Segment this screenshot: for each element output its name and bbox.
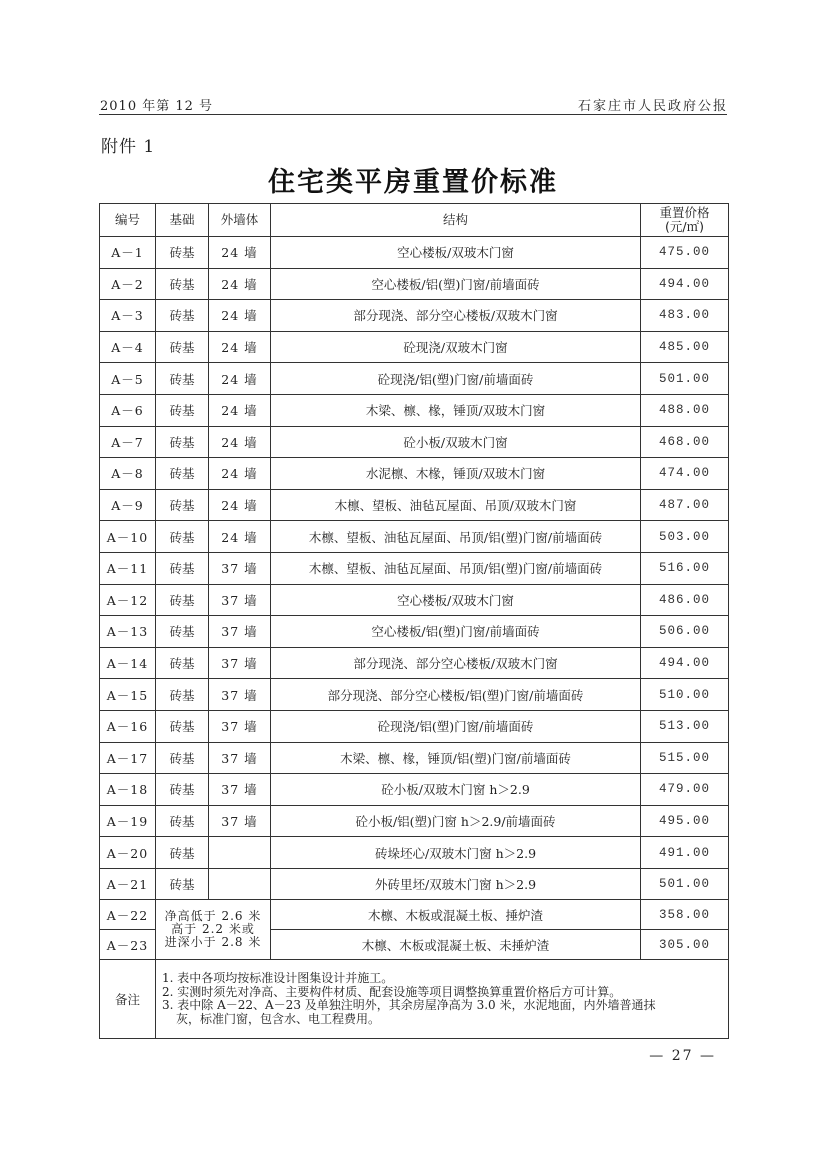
- cell-base: 砖基: [156, 363, 209, 395]
- cell-base: 砖基: [156, 331, 209, 363]
- header-rule: [99, 114, 727, 115]
- page-number: — 27 —: [649, 1048, 716, 1064]
- col-header-price: [641, 204, 729, 237]
- table-row: [100, 331, 729, 363]
- table-row: [100, 710, 729, 742]
- cell-base: 砖基: [156, 647, 209, 679]
- table-row: [100, 552, 729, 584]
- cell-code: A－2: [100, 268, 156, 300]
- cell-base: 砖基: [156, 394, 209, 426]
- table-row: [100, 458, 729, 490]
- cell-base: 砖基: [156, 521, 209, 553]
- cell-price: 488.00: [641, 394, 729, 426]
- cell-wall: 24 墙: [209, 363, 271, 395]
- cell-code: A－15: [100, 679, 156, 711]
- cell-base: 砖基: [156, 268, 209, 300]
- cell-price: 515.00: [641, 742, 729, 774]
- cell-wall: 37 墙: [209, 584, 271, 616]
- cell-structure: 木檩、木板或混凝土板、捶炉渣: [271, 900, 641, 930]
- cell-price: 501.00: [641, 868, 729, 900]
- cell-base: 砖基: [156, 300, 209, 332]
- table-row: [100, 426, 729, 458]
- cell-price: 305.00: [641, 930, 729, 960]
- cell-code: A－11: [100, 552, 156, 584]
- col-header-price-label: 重置价格: [659, 205, 710, 220]
- cell-code: A－4: [100, 331, 156, 363]
- cell-code: A－3: [100, 300, 156, 332]
- cell-code: A－6: [100, 394, 156, 426]
- cell-price: 494.00: [641, 647, 729, 679]
- cell-structure: 木檩、望板、油毡瓦屋面、吊顶/铝(塑)门窗/前墙面砖: [271, 552, 641, 584]
- cell-structure: 砼现浇/铝(塑)门窗/前墙面砖: [271, 363, 641, 395]
- cell-base: 砖基: [156, 552, 209, 584]
- notes-label: 备注: [100, 960, 156, 1039]
- cell-price: 486.00: [641, 584, 729, 616]
- cell-base: 砖基: [156, 584, 209, 616]
- cell-code: A－14: [100, 647, 156, 679]
- table-row: [100, 679, 729, 711]
- cell-wall: 24 墙: [209, 521, 271, 553]
- attachment-label: 附件 1: [101, 137, 156, 157]
- cell-base: 砖基: [156, 616, 209, 648]
- cell-structure: 木檩、木板或混凝土板、未捶炉渣: [271, 930, 641, 960]
- table-row: [100, 868, 729, 900]
- cell-price: 358.00: [641, 900, 729, 930]
- cell-price: 474.00: [641, 458, 729, 490]
- cell-code: A－22: [100, 900, 156, 930]
- cell-wall: 24 墙: [209, 489, 271, 521]
- cell-structure: 砼现浇/铝(塑)门窗/前墙面砖: [271, 710, 641, 742]
- cell-base: 砖基: [156, 868, 209, 900]
- cell-base: 砖基: [156, 489, 209, 521]
- cell-code: A－19: [100, 805, 156, 837]
- cell-code: A－9: [100, 489, 156, 521]
- cell-price: 468.00: [641, 426, 729, 458]
- cell-structure: 砼小板/双玻木门窗: [271, 426, 641, 458]
- cell-wall: 37 墙: [209, 774, 271, 806]
- table-row: [100, 774, 729, 806]
- cell-structure: 空心楼板/铝(塑)门窗/前墙面砖: [271, 268, 641, 300]
- cell-base: 砖基: [156, 710, 209, 742]
- cell-wall: 24 墙: [209, 458, 271, 490]
- journal-title: 石家庄市人民政府公报: [577, 99, 728, 114]
- cell-code: A－7: [100, 426, 156, 458]
- condition-line: 高于 2.2 米或: [171, 922, 255, 937]
- cell-wall: 37 墙: [209, 710, 271, 742]
- cell-structure: 部分现浇、部分空心楼板/铝(塑)门窗/前墙面砖: [271, 679, 641, 711]
- cell-structure: 砼小板/铝(塑)门窗 h＞2.9/前墙面砖: [271, 805, 641, 837]
- cell-wall: [209, 837, 271, 869]
- cell-code: A－17: [100, 742, 156, 774]
- cell-structure: 部分现浇、部分空心楼板/双玻木门窗: [271, 300, 641, 332]
- cell-wall: [209, 868, 271, 900]
- cell-wall: 24 墙: [209, 394, 271, 426]
- cell-structure: 木檩、望板、油毡瓦屋面、吊顶/铝(塑)门窗/前墙面砖: [271, 521, 641, 553]
- note-item: 3. 表中除 A－22、A－23 及单独注明外，其余房屋净高为 3.0 米，水泥地面，内外墙普通抹: [162, 998, 656, 1013]
- table-row: [100, 300, 729, 332]
- cell-structure: 水泥檩、木椽，锤顶/双玻木门窗: [271, 458, 641, 490]
- table-row: [100, 521, 729, 553]
- cell-code: A－1: [100, 237, 156, 269]
- cell-base: 砖基: [156, 774, 209, 806]
- cell-price: 503.00: [641, 521, 729, 553]
- cell-structure: 空心楼板/铝(塑)门窗/前墙面砖: [271, 616, 641, 648]
- table-row: [100, 268, 729, 300]
- table-row: [100, 584, 729, 616]
- cell-code: A－20: [100, 837, 156, 869]
- table-row: [100, 489, 729, 521]
- cell-price: 510.00: [641, 679, 729, 711]
- table-row: [100, 742, 729, 774]
- cell-wall: 24 墙: [209, 300, 271, 332]
- col-header-base: 基础: [156, 204, 209, 237]
- col-header-structure: 结构: [271, 204, 641, 237]
- price-table: [99, 203, 729, 1039]
- col-header-code: 编号: [100, 204, 156, 237]
- table-row: [100, 900, 729, 930]
- notes-content: [156, 960, 729, 1039]
- cell-structure: 木梁、檩、椽，锤顶/铝(塑)门窗/前墙面砖: [271, 742, 641, 774]
- cell-base: 砖基: [156, 426, 209, 458]
- cell-code: A－18: [100, 774, 156, 806]
- cell-code: A－8: [100, 458, 156, 490]
- cell-base: 砖基: [156, 742, 209, 774]
- note-item: 2. 实测时须先对净高、主要构件材质、配套设施等项目调整换算重置价格后方可计算。: [162, 984, 622, 999]
- condition-line: 进深小于 2.8 米: [164, 935, 262, 950]
- table-row: [100, 237, 729, 269]
- col-header-price-unit: (元/㎡): [665, 219, 704, 234]
- journal-issue: 2010 年第 12 号: [100, 99, 214, 114]
- cell-structure: 砼小板/双玻木门窗 h＞2.9: [271, 774, 641, 806]
- condition-line: 净高低于 2.6 米: [164, 909, 262, 924]
- table-row: [100, 616, 729, 648]
- table-row: [100, 394, 729, 426]
- cell-price: 485.00: [641, 331, 729, 363]
- cell-code: A－21: [100, 868, 156, 900]
- cell-price: 513.00: [641, 710, 729, 742]
- cell-wall: 37 墙: [209, 742, 271, 774]
- table-row: [100, 837, 729, 869]
- cell-price: 475.00: [641, 237, 729, 269]
- cell-price: 491.00: [641, 837, 729, 869]
- col-header-wall: 外墙体: [209, 204, 271, 237]
- note-item: 灰，标准门窗，包含水、电工程费用。: [176, 1011, 381, 1026]
- table-header-row: [100, 204, 729, 237]
- cell-wall: 24 墙: [209, 331, 271, 363]
- cell-structure: 砖垛坯心/双玻木门窗 h＞2.9: [271, 837, 641, 869]
- cell-structure: 木梁、檩、椽，锤顶/双玻木门窗: [271, 394, 641, 426]
- cell-structure: 木檩、望板、油毡瓦屋面、吊顶/双玻木门窗: [271, 489, 641, 521]
- cell-wall: 37 墙: [209, 552, 271, 584]
- cell-wall: 37 墙: [209, 805, 271, 837]
- cell-code: A－10: [100, 521, 156, 553]
- cell-wall: 24 墙: [209, 268, 271, 300]
- notes-row: [100, 960, 729, 1039]
- cell-code: A－13: [100, 616, 156, 648]
- cell-price: 483.00: [641, 300, 729, 332]
- table-row: [100, 363, 729, 395]
- cell-price: 479.00: [641, 774, 729, 806]
- cell-code: A－16: [100, 710, 156, 742]
- cell-base: 砖基: [156, 237, 209, 269]
- cell-wall: 24 墙: [209, 237, 271, 269]
- cell-base: 砖基: [156, 458, 209, 490]
- cell-code: A－23: [100, 930, 156, 960]
- cell-structure: 砼现浇/双玻木门窗: [271, 331, 641, 363]
- table-body: [100, 237, 729, 900]
- special-rows: [100, 900, 729, 1039]
- cell-structure: 部分现浇、部分空心楼板/双玻木门窗: [271, 647, 641, 679]
- cell-base: 砖基: [156, 679, 209, 711]
- cell-price: 516.00: [641, 552, 729, 584]
- cell-code: A－5: [100, 363, 156, 395]
- cell-structure: 外砖里坯/双玻木门窗 h＞2.9: [271, 868, 641, 900]
- cell-structure: 空心楼板/双玻木门窗: [271, 584, 641, 616]
- cell-structure: 空心楼板/双玻木门窗: [271, 237, 641, 269]
- cell-price: 506.00: [641, 616, 729, 648]
- cell-merged-condition: [156, 900, 271, 960]
- table-row: [100, 805, 729, 837]
- cell-base: 砖基: [156, 805, 209, 837]
- cell-wall: 37 墙: [209, 647, 271, 679]
- cell-price: 495.00: [641, 805, 729, 837]
- cell-code: A－12: [100, 584, 156, 616]
- cell-wall: 24 墙: [209, 426, 271, 458]
- cell-wall: 37 墙: [209, 616, 271, 648]
- cell-price: 494.00: [641, 268, 729, 300]
- cell-price: 501.00: [641, 363, 729, 395]
- cell-price: 487.00: [641, 489, 729, 521]
- page-title: 住宅类平房重置价标准: [268, 167, 558, 198]
- note-item: 1. 表中各项均按标准设计图集设计并施工。: [162, 971, 394, 986]
- cell-base: 砖基: [156, 837, 209, 869]
- table-row: [100, 647, 729, 679]
- cell-wall: 37 墙: [209, 679, 271, 711]
